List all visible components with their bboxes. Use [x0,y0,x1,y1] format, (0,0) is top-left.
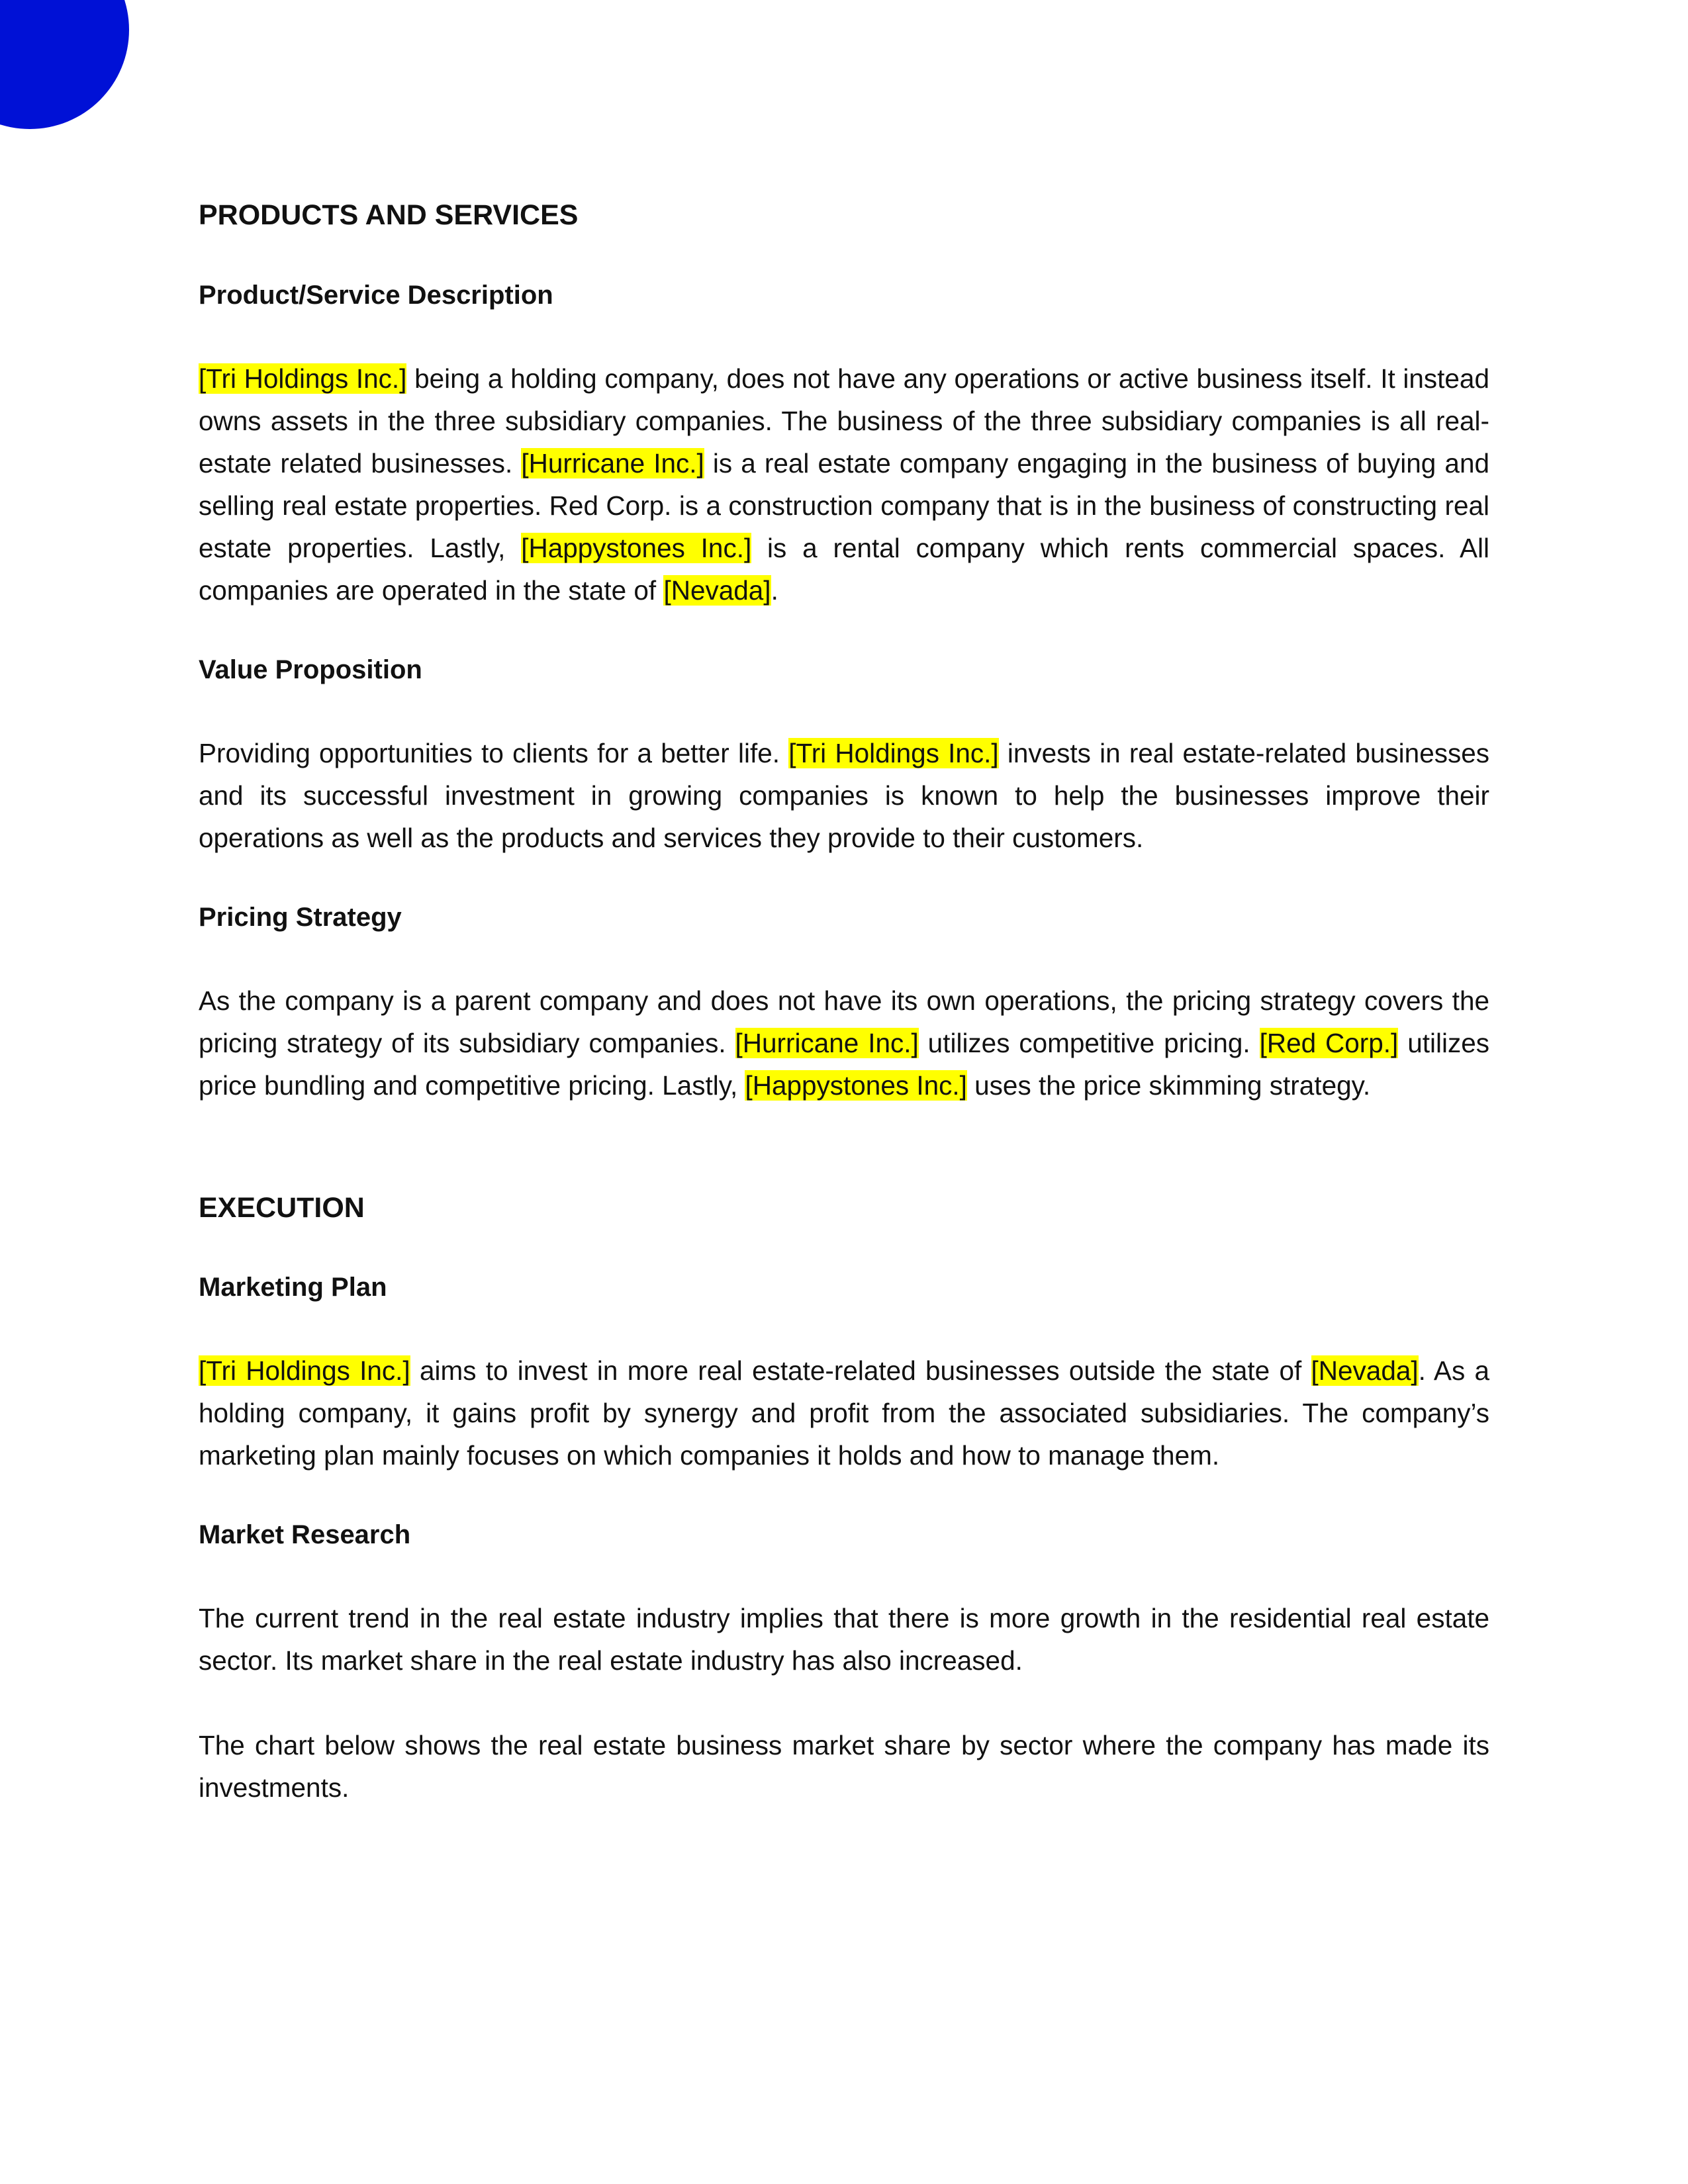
text-run: . [771,574,778,606]
highlight-placeholder: [Tri Holdings Inc.] [199,1355,410,1387]
text-run: Providing opportunities to clients for a better life. [199,737,789,768]
paragraph-value-proposition [199,732,1489,859]
heading-market-research: Market Research [199,1520,411,1550]
heading-product-service-description: Product/Service Description [199,280,553,310]
highlight-placeholder: [Happystones Inc.] [745,1069,967,1101]
text-run: utilizes competitive pricing. [918,1027,1260,1058]
heading-pricing-strategy: Pricing Strategy [199,902,402,932]
text-run: utilizes price bundling and competitive pricing. Lastly, [199,1027,1490,1101]
paragraph-market-research-2: The chart below shows the real estate business market share by sector where the company has made its investments. [199,1730,1489,1803]
text-run: As the company is a parent company and does not have its own operations, the pricing strategy covers the pricing strategy of its subsidiary companies. [199,985,1489,1058]
highlight-placeholder: [Nevada] [663,574,771,606]
paragraph-pricing-strategy [199,979,1489,1107]
highlight-placeholder: [Tri Holdings Inc.] [199,363,407,394]
highlight-placeholder: [Tri Holdings Inc.] [788,737,999,768]
highlight-placeholder: [Hurricane Inc.] [735,1027,919,1058]
paragraph-product-description [199,357,1489,612]
text-run: aims to invest in more real estate-related businesses outside the state of [410,1355,1311,1387]
paragraph-marketing-plan [199,1349,1489,1477]
heading-marketing-plan: Marketing Plan [199,1273,387,1302]
highlight-placeholder: [Nevada] [1311,1355,1419,1387]
highlight-placeholder: [Happystones Inc.] [521,532,752,563]
paragraph-market-research-1: The current trend in the real estate industry implies that there is more growth in the residential real estate sector. Its market share in the real estate industry has also increased. [199,1603,1489,1676]
text-run: invests in real estate-related businesses and its successful investment in growing companies is known to help the businesses improve their operations as well as the products and services they provide to their customers. [199,737,1489,853]
text-run: is a rental company which rents commercial spaces. All companies are operated in the state of [199,532,1490,606]
highlight-placeholder: [Red Corp.] [1259,1027,1399,1058]
section-spacer [199,1149,1489,1191]
highlight-placeholder: [Hurricane Inc.] [521,447,704,478]
section-title-execution: EXECUTION [199,1191,365,1224]
heading-value-proposition: Value Proposition [199,655,422,684]
document-page [199,199,1489,1851]
text-run: is a real estate company engaging in the business of buying and selling real estate properties. Red Corp. is a construction company that is in the business of constructing real estate properties. Lastly, [199,447,1489,563]
corner-decoration-circle [0,0,129,129]
text-run: uses the price skimming strategy. [966,1069,1371,1101]
text-run: being a holding company, does not have any operations or active business itself. It instead owns assets in the three subsidiary companies. The business of the three subsidiary companies is all real-estate related businesses. [199,363,1489,478]
section-title-products-services: PRODUCTS AND SERVICES [199,199,579,231]
text-run: . As a holding company, it gains profit by synergy and profit from the associated subsidiaries. The company’s marketing plan mainly focuses on which companies it holds and how to manage them. [199,1355,1489,1471]
